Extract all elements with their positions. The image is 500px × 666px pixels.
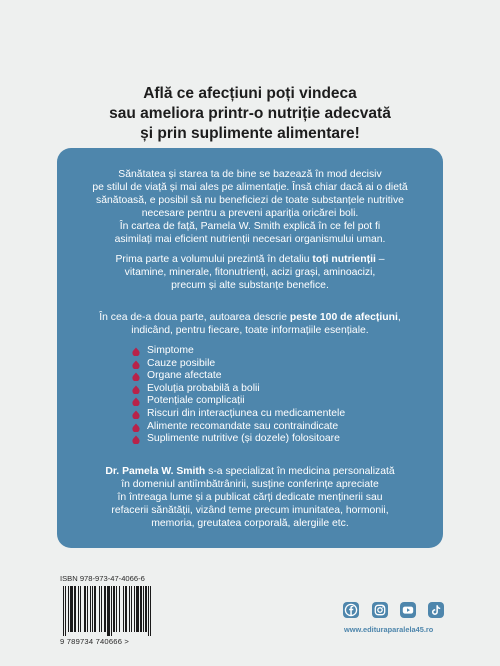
website-link[interactable]: www.edituraparalela45.ro <box>344 625 434 634</box>
barcode-bar <box>80 586 81 632</box>
barcode-bar <box>116 586 117 632</box>
description-panel <box>57 148 443 548</box>
barcode-bar <box>145 586 147 632</box>
part1-paragraph <box>57 253 443 292</box>
barcode-bars <box>63 586 171 636</box>
list-item-label: Potențiale complicații <box>147 395 245 407</box>
headline-line: și prin suplimente alimentare! <box>140 125 360 142</box>
list-item <box>125 370 425 383</box>
barcode-bar <box>111 586 112 636</box>
list-item-label: Riscuri din interacțiunea cu medicamentele <box>147 407 346 419</box>
headline-line: sau ameliora printr-o nutriție adecvată <box>109 105 391 122</box>
barcode-bar <box>104 586 106 632</box>
intro-line: asimilați mai eficient nutrienții necesari organismului uman. <box>114 234 386 246</box>
bullet-icon <box>132 385 140 394</box>
part2-line <box>57 311 443 324</box>
list-item <box>125 345 425 358</box>
list-item <box>125 433 425 446</box>
headline-line: Află ce afecțiuni poți vindeca <box>143 85 357 102</box>
barcode-bar <box>63 586 64 636</box>
barcode-bar <box>131 586 132 632</box>
list-item <box>125 421 425 434</box>
intro-line: pe stilul de viață și mai ales pe alimentație. Însă chiar dacă ai o dietă <box>92 182 408 194</box>
list-item <box>125 408 425 421</box>
list-item-label: Organe afectate <box>147 370 222 382</box>
barcode-bar <box>136 586 139 632</box>
part1-text: – <box>375 254 385 265</box>
list-item-label: Simptome <box>147 345 194 356</box>
barcode-bar <box>123 586 124 632</box>
barcode-bar <box>74 586 76 632</box>
list-item-label: Alimente recomandate sau contraindicate <box>147 420 339 432</box>
barcode-bar <box>134 586 135 632</box>
intro-line: În cartea de față, Pamela W. Smith explică în ce fel pot fi <box>119 221 381 233</box>
barcode-bar <box>148 586 149 636</box>
part2-line: indicând, pentru fiecare, toate informațiile esențiale. <box>131 325 369 337</box>
barcode-bar <box>107 586 110 636</box>
tiktok-icon[interactable] <box>428 602 444 618</box>
intro-line: sănătoasă, e posibil să nu beneficiezi de toate substanțele nutritive <box>96 195 404 207</box>
bullet-icon <box>132 435 140 444</box>
barcode-bar <box>78 586 79 632</box>
barcode-bar <box>90 586 91 632</box>
barcode-bar <box>87 586 88 632</box>
bullet-icon <box>132 397 140 406</box>
part1-line: precum și alte substanțe benefice. <box>171 280 329 292</box>
barcode-bar <box>140 586 142 632</box>
bullet-icon <box>132 410 140 419</box>
bullet-icon <box>132 423 140 432</box>
barcode-bar <box>125 586 127 632</box>
barcode <box>60 574 176 646</box>
intro-line: necesare pentru a preveni apariția oricărei boli. <box>141 208 359 220</box>
barcode-bar <box>65 586 66 636</box>
part2-paragraph <box>57 311 443 337</box>
bullet-icon <box>132 360 140 369</box>
barcode-bar <box>113 586 115 632</box>
list-item-label: Evoluția probabilă a bolii <box>147 382 260 394</box>
list-item-label: Suplimente nutritive (și dozele) folositoare <box>147 433 340 445</box>
intro-line: Sănătatea și starea ta de bine se bazează în mod decisiv <box>118 169 382 180</box>
author-line: în întreaga lume și a publicat cărți dedicate menținerii sau <box>117 492 383 504</box>
instagram-icon[interactable] <box>372 602 388 618</box>
part1-emphasis: toți nutrienții <box>312 254 376 265</box>
part1-line: vitamine, minerale, fitonutrienți, acizi grași, aminoacizi, <box>124 267 376 279</box>
barcode-bar <box>150 586 151 636</box>
part2-text: , <box>397 312 401 323</box>
barcode-bar <box>70 586 73 632</box>
author-line: în domeniul antiîmbătrânirii, susține conferințe apreciate <box>121 479 379 491</box>
list-item <box>125 395 425 408</box>
part1-line <box>57 253 443 266</box>
facebook-icon[interactable] <box>343 602 359 618</box>
barcode-bar <box>68 586 69 632</box>
youtube-icon[interactable] <box>400 602 416 618</box>
barcode-bar <box>92 586 93 632</box>
author-name: Dr. Pamela W. Smith <box>105 466 206 477</box>
part2-text: În cea de-a doua parte, autoarea descrie <box>99 312 290 323</box>
author-paragraph <box>57 465 443 530</box>
barcode-bar <box>94 586 96 632</box>
barcode-bar <box>143 586 144 632</box>
barcode-bar <box>99 586 100 632</box>
author-line: refacerii sănătății, vizând teme precum imunitatea, hormonii, <box>111 505 389 517</box>
topics-list <box>125 345 425 446</box>
barcode-bar <box>101 586 102 632</box>
barcode-bar <box>119 586 120 632</box>
part1-text: Prima parte a volumului prezintă în detaliu <box>115 254 313 265</box>
isbn-label: ISBN 978-973-47-4066-6 <box>60 574 145 583</box>
bullet-icon <box>132 372 140 381</box>
list-item <box>125 383 425 396</box>
list-item-label: Cauze posibile <box>147 357 216 369</box>
author-line: memoria, greutatea corporală, alergiile etc. <box>151 518 349 530</box>
barcode-digits: 9 789734 740666 > <box>60 637 130 646</box>
author-line <box>57 465 443 478</box>
barcode-bar <box>84 586 86 632</box>
list-item <box>125 358 425 371</box>
part2-emphasis: peste 100 de afecțiuni <box>289 312 398 323</box>
author-text: s-a specializat în medicina personalizată <box>205 466 395 477</box>
intro-paragraph <box>57 168 443 247</box>
headline <box>0 84 500 144</box>
bullet-icon <box>132 347 140 356</box>
barcode-bar <box>129 586 130 632</box>
